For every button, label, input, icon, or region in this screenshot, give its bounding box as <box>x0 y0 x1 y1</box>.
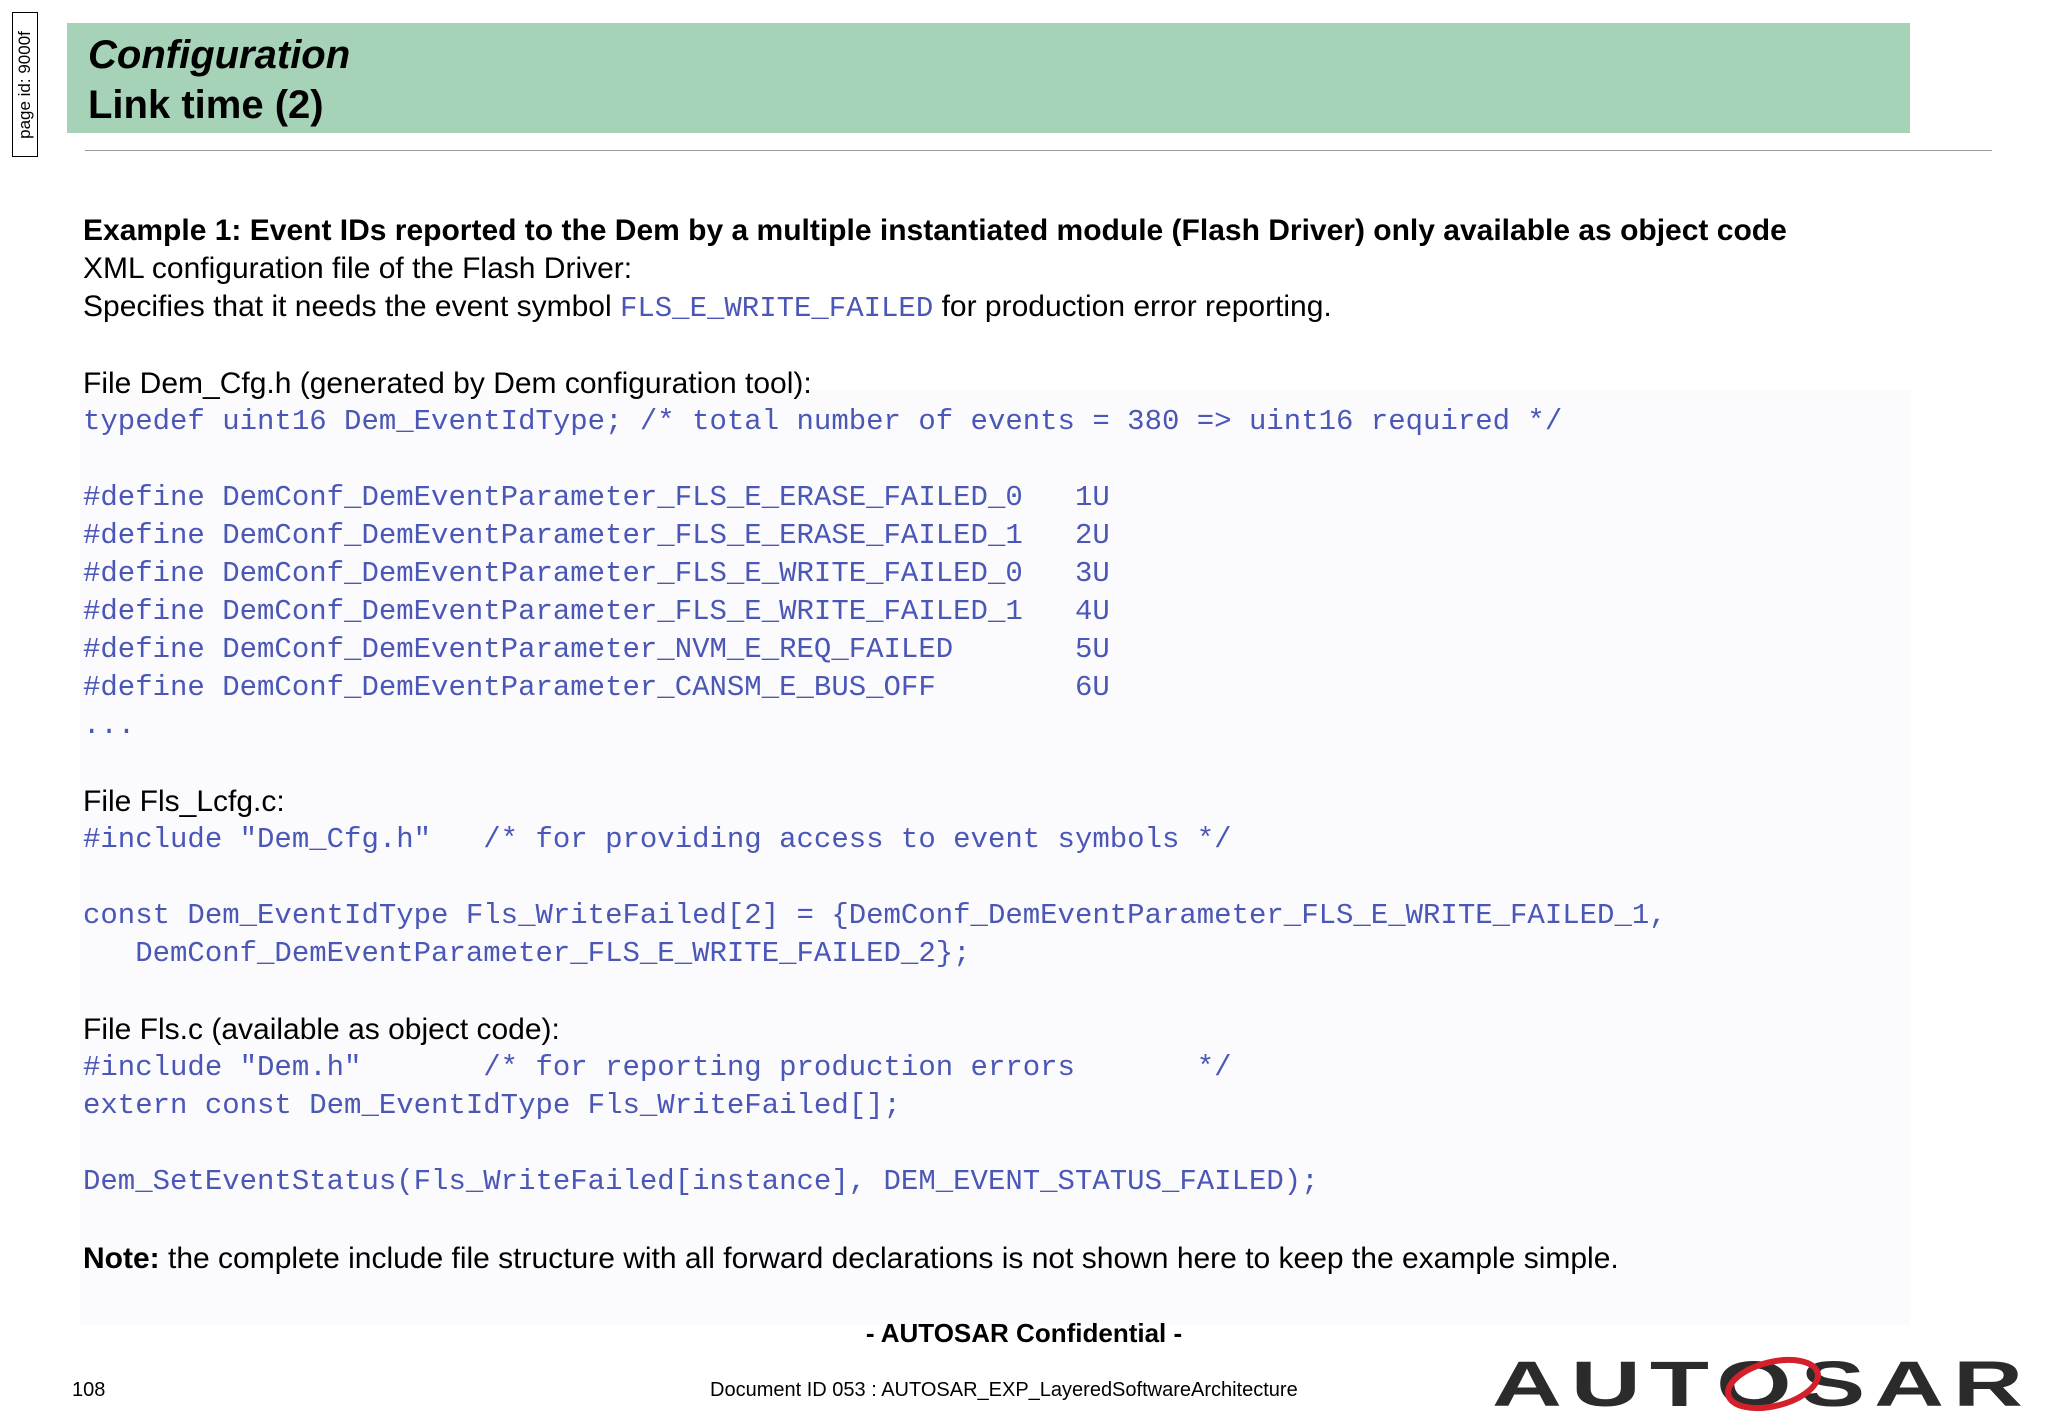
code-line: #define DemConf_DemEventParameter_FLS_E_ERASE_FAILED_1 2U <box>83 519 1110 552</box>
fls-lcfg-heading: File Fls_Lcfg.c: <box>83 785 285 818</box>
page-title: Link time (2) <box>88 83 324 127</box>
code-line: #define DemConf_DemEventParameter_FLS_E_WRITE_FAILED_1 4U <box>83 595 1110 628</box>
code-line: DemConf_DemEventParameter_FLS_E_WRITE_FAILED_2}; <box>83 937 971 970</box>
xml-config-line: XML configuration file of the Flash Driver: <box>83 252 633 285</box>
code-line: #define DemConf_DemEventParameter_CANSM_E_BUS_OFF 6U <box>83 671 1110 704</box>
spec-prefix: Specifies that it needs the event symbol <box>83 290 620 323</box>
fls-c-heading: File Fls.c (available as object code): <box>83 1013 560 1046</box>
document-id: Document ID 053 : AUTOSAR_EXP_LayeredSoftwareArchitecture <box>710 1379 1298 1401</box>
spec-symbol: FLS_E_WRITE_FAILED <box>619 292 934 325</box>
example-heading: Example 1: Event IDs reported to the Dem by a multiple instantiated module (Flash Driver) only available as object code <box>83 214 1787 247</box>
autosar-logo <box>1490 1348 2038 1419</box>
code-line: Dem_SetEventStatus(Fls_WriteFailed[instance], DEM_EVENT_STATUS_FAILED); <box>83 1165 1319 1198</box>
code-line: extern const Dem_EventIdType Fls_WriteFailed[]; <box>83 1089 901 1122</box>
code-line: #include "Dem.h" /* for reporting production errors */ <box>83 1051 1232 1084</box>
section-title: Configuration <box>88 33 351 77</box>
note-label: Note: <box>83 1242 160 1275</box>
autosar-logo-text: AUTOSAR <box>1492 1348 2032 1414</box>
note-text: the complete include file structure with all forward declarations is not shown here to keep the example simple. <box>159 1242 1619 1275</box>
spec-line <box>83 288 1332 328</box>
dem-cfg-heading: File Dem_Cfg.h (generated by Dem configuration tool): <box>83 367 812 400</box>
page-number: 108 <box>72 1379 106 1401</box>
note-line <box>83 1240 1619 1278</box>
code-line: ... <box>83 709 136 742</box>
code-line: #include "Dem_Cfg.h" /* for providing access to event symbols */ <box>83 823 1232 856</box>
spec-suffix: for production error reporting. <box>933 290 1332 323</box>
code-line: const Dem_EventIdType Fls_WriteFailed[2] = {DemConf_DemEventParameter_FLS_E_WRITE_FAILED_1, <box>83 899 1667 932</box>
page-id-text: page id: 9000f <box>15 30 34 139</box>
code-line: #define DemConf_DemEventParameter_FLS_E_WRITE_FAILED_0 3U <box>83 557 1110 590</box>
autosar-logo-graphic <box>1490 1348 2038 1414</box>
code-line: typedef uint16 Dem_EventIdType; /* total number of events = 380 => uint16 required */ <box>83 405 1563 438</box>
code-line: #define DemConf_DemEventParameter_FLS_E_ERASE_FAILED_0 1U <box>83 481 1110 514</box>
title-divider <box>85 150 1992 151</box>
page-id-label <box>12 12 38 157</box>
code-line: #define DemConf_DemEventParameter_NVM_E_REQ_FAILED 5U <box>83 633 1110 666</box>
confidential-label: - AUTOSAR Confidential - <box>865 1318 1183 1348</box>
